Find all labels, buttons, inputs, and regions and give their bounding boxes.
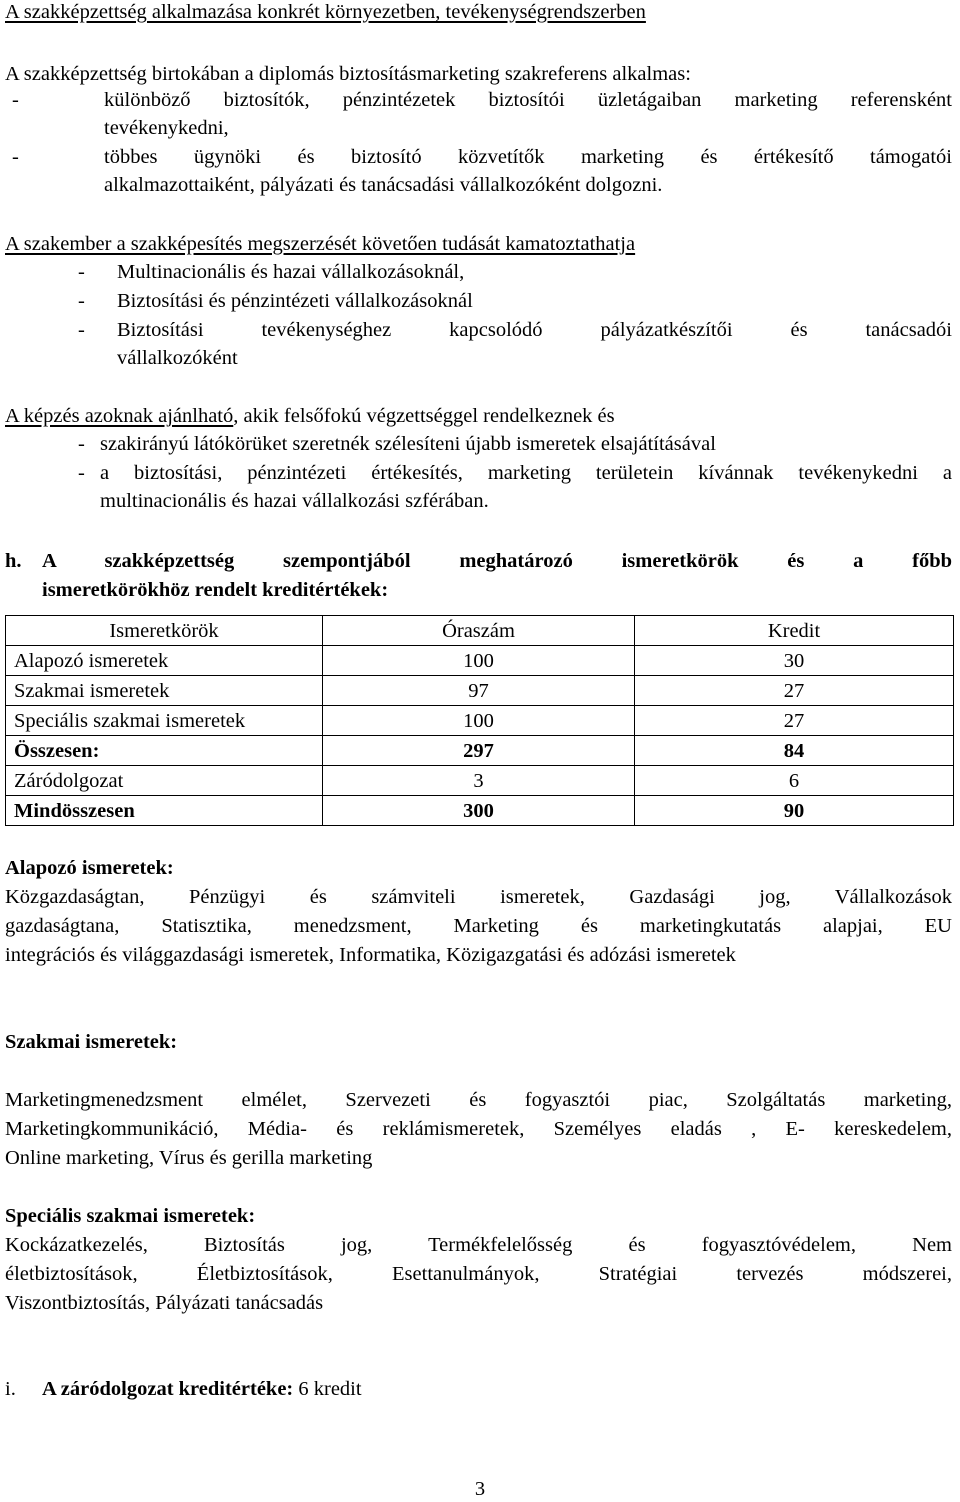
table-cell: Alapozó ismeretek	[6, 646, 323, 676]
expert-heading: A szakember a szakképesítés megszerzését követően tudását kamatoztathatja	[5, 233, 636, 255]
list-item: különböző biztosítók, pénzintézetek biztosítói üzletágaiban marketing referensként	[104, 89, 952, 111]
alapozo-heading: Alapozó ismeretek:	[5, 857, 174, 879]
column-header: Ismeretkörök	[6, 616, 323, 646]
specialis-heading: Speciális szakmai ismeretek:	[5, 1205, 256, 1227]
alapozo-text: integrációs és világgazdasági ismeretek, Informatika, Közigazgatási és adózási ismeretek	[5, 944, 736, 966]
table-row	[6, 766, 954, 796]
table-cell: 100	[323, 646, 635, 676]
szakmai-heading: Szakmai ismeretek:	[5, 1031, 178, 1053]
table-cell: 297	[323, 736, 635, 766]
intro-text: A szakképzettség birtokában a diplomás biztosításmarketing szakreferens alkalmas:	[5, 63, 691, 85]
table-cell: 30	[635, 646, 954, 676]
alapozo-text: Közgazdaságtan, Pénzügyi és számviteli ismeretek, Gazdasági jog, Vállalkozások	[5, 886, 952, 908]
table-row	[6, 646, 954, 676]
section-i-label: A záródolgozat kreditértéke:	[42, 1378, 294, 1400]
table-header-row	[6, 616, 954, 646]
list-item-cont: vállalkozóként	[117, 347, 238, 369]
target-underlined: A képzés azoknak ajánlható	[5, 405, 234, 427]
bullet-dash: -	[78, 319, 85, 341]
section-h-heading: A szakképzettség szempontjából meghatározó ismeretkörök és a főbb	[42, 550, 952, 572]
credits-table	[5, 615, 954, 826]
bullet-dash: -	[78, 261, 85, 283]
table-cell: 90	[635, 796, 954, 826]
table-row-total	[6, 736, 954, 766]
list-item: Biztosítási tevékenységhez kapcsolódó pályázatkészítői és tanácsadói	[117, 319, 952, 341]
bullet-dash: -	[78, 290, 85, 312]
table-cell: 27	[635, 676, 954, 706]
table-row	[6, 676, 954, 706]
section-i-value: 6 kredit	[293, 1378, 362, 1400]
target-paragraph	[5, 404, 615, 428]
bullet-dash: -	[78, 433, 85, 455]
table-cell: 6	[635, 766, 954, 796]
list-item: többes ügynöki és biztosító közvetítők marketing és értékesítő támogatói	[104, 146, 952, 168]
table-cell: Szakmai ismeretek	[6, 676, 323, 706]
table-cell: 27	[635, 706, 954, 736]
table-cell: 84	[635, 736, 954, 766]
list-item: Multinacionális és hazai vállalkozásoknál,	[117, 261, 465, 283]
list-item: a biztosítási, pénzintézeti értékesítés, marketing területein kívánnak tevékenykedni a	[100, 462, 952, 484]
section-h-marker: h.	[5, 550, 22, 572]
column-header: Kredit	[635, 616, 954, 646]
table-row	[6, 706, 954, 736]
section-i-marker: i.	[5, 1378, 16, 1400]
section-heading: A szakképzettség alkalmazása konkrét környezetben, tevékenységrendszerben	[5, 1, 646, 23]
szakmai-text: Online marketing, Vírus és gerilla marketing	[5, 1147, 373, 1169]
table-cell: 3	[323, 766, 635, 796]
specialis-text: Viszontbiztosítás, Pályázati tanácsadás	[5, 1292, 324, 1314]
table-cell: 100	[323, 706, 635, 736]
table-cell: Záródolgozat	[6, 766, 323, 796]
szakmai-text: Marketingmenedzsment elmélet, Szervezeti és fogyasztói piac, Szolgáltatás marketing,	[5, 1089, 952, 1111]
section-i-text	[42, 1377, 362, 1401]
list-item: szakirányú látókörüket szeretnék szélesíteni újabb ismeretek elsajátításával	[100, 433, 716, 455]
bullet-dash: -	[78, 462, 85, 484]
table-cell: Speciális szakmai ismeretek	[6, 706, 323, 736]
table-cell: 300	[323, 796, 635, 826]
alapozo-text: gazdaságtana, Statisztika, menedzsment, Marketing és marketingkutatás alapjai, EU	[5, 915, 952, 937]
table-cell: Mindösszesen	[6, 796, 323, 826]
table-cell: 97	[323, 676, 635, 706]
szakmai-text: Marketingkommunikáció, Média- és reklámismeretek, Személyes eladás , E- kereskedelem,	[5, 1118, 952, 1140]
target-rest: , akik felsőfokú végzettséggel rendelkeznek és	[233, 405, 615, 427]
specialis-text: Kockázatkezelés, Biztosítás jog, Termékfelelősség és fogyasztóvédelem, Nem	[5, 1234, 952, 1256]
section-h-heading-cont: ismeretkörökhöz rendelt kreditértékek:	[42, 579, 389, 601]
specialis-text: életbiztosítások, Életbiztosítások, Esettanulmányok, Stratégiai tervezés módszerei,	[5, 1263, 952, 1285]
column-header: Óraszám	[323, 616, 635, 646]
page-number: 3	[474, 1478, 486, 1500]
bullet-dash: -	[12, 89, 19, 111]
list-item-cont: tevékenykedni,	[104, 117, 229, 139]
list-item-cont: alkalmazottaiként, pályázati és tanácsadási vállalkozóként dolgozni.	[104, 174, 663, 196]
bullet-dash: -	[12, 146, 19, 168]
table-row-grand-total	[6, 796, 954, 826]
table-cell: Összesen:	[6, 736, 323, 766]
list-item: Biztosítási és pénzintézeti vállalkozásoknál	[117, 290, 473, 312]
list-item-cont: multinacionális és hazai vállalkozási szférában.	[100, 490, 489, 512]
